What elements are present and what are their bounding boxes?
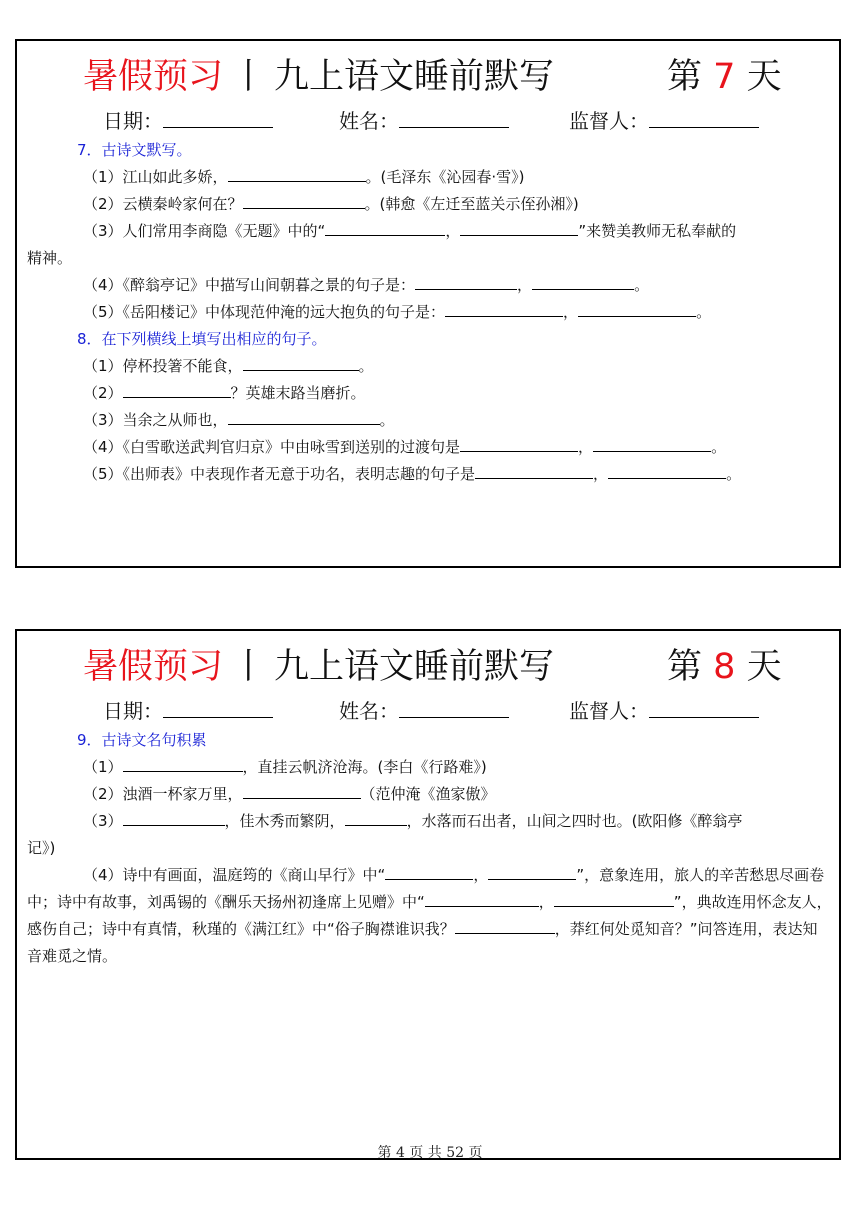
question-item: （1）停杯投箸不能食， 。: [27, 353, 827, 380]
card-title: 暑假预习 丨 九上语文睡前默写: [83, 647, 555, 687]
date-field[interactable]: 日期：: [103, 105, 273, 134]
answer-blank[interactable]: [593, 435, 711, 452]
answer-blank[interactable]: [228, 165, 366, 182]
section-heading: 9．古诗文名句积累: [77, 731, 207, 749]
question-item: （3）当余之从师也， 。: [27, 407, 827, 434]
answer-blank[interactable]: [608, 462, 726, 479]
answer-blank[interactable]: [243, 192, 365, 209]
answer-blank[interactable]: [123, 809, 225, 826]
section-heading: 7．古诗文默写。: [77, 141, 192, 159]
name-field[interactable]: 姓名：: [339, 695, 509, 724]
supervisor-field[interactable]: 监督人：: [569, 105, 759, 134]
answer-blank[interactable]: [455, 917, 555, 934]
question-item: （3） ，佳木秀而繁阴， ，水落而石出者，山间之四时也。(欧阳修《醉翁亭: [27, 808, 827, 835]
answer-blank[interactable]: [325, 219, 445, 236]
question-item: （5）《出师表》中表现作者无意于功名，表明志趣的句子是 ， 。: [27, 461, 827, 488]
card-title: 暑假预习 丨 九上语文睡前默写: [83, 57, 555, 97]
answer-blank[interactable]: [123, 755, 243, 772]
answer-blank[interactable]: [345, 809, 407, 826]
day-label: 第 7 天: [667, 57, 782, 97]
question-item: （4）《醉翁亭记》中描写山间朝暮之景的句子是： ， 。: [27, 272, 827, 299]
answer-blank[interactable]: [475, 462, 593, 479]
worksheet-card-day7: [15, 39, 841, 568]
answer-blank[interactable]: [488, 863, 576, 880]
question-item-continuation: 精神。: [27, 249, 73, 267]
answer-blank[interactable]: [554, 890, 674, 907]
question-body: [27, 137, 827, 488]
answer-blank[interactable]: [243, 354, 359, 371]
answer-blank[interactable]: [243, 782, 361, 799]
question-item: （2） ？英雄末路当磨折。: [27, 380, 827, 407]
answer-blank[interactable]: [460, 219, 578, 236]
name-field[interactable]: 姓名：: [339, 105, 509, 134]
answer-blank[interactable]: [385, 863, 473, 880]
day-label: 第 8 天: [667, 647, 782, 687]
question-item: （4）《白雪歌送武判官归京》中由咏雪到送别的过渡句是 ， 。: [27, 434, 827, 461]
answer-blank[interactable]: [578, 300, 696, 317]
question-item-continuation: 记》): [27, 839, 56, 857]
answer-blank[interactable]: [228, 408, 380, 425]
answer-blank[interactable]: [460, 435, 578, 452]
answer-blank[interactable]: [445, 300, 563, 317]
question-body: [27, 727, 832, 970]
answer-blank[interactable]: [415, 273, 517, 290]
question-item: （4）诗中有画面，温庭筠的《商山早行》中“ ， ”，意象连用，旅人的辛苦愁思尽画卷中；诗中有故事，刘禹锡的《酬乐天扬州初逢席上见赠》中“ ， ”，典故连用怀念友人，感伤自己；诗中有真情，秋瑾的《满江红》中“俗子胸襟谁识我？ ，莽红何处觅知音？”问答连用，表达知音难觅之情。: [27, 862, 832, 970]
supervisor-field[interactable]: 监督人：: [569, 695, 759, 724]
answer-blank[interactable]: [532, 273, 634, 290]
question-item: （1） ，直挂云帆济沧海。(李白《行路难》): [27, 754, 827, 781]
question-item: （3）人们常用李商隐《无题》中的“ ， ”来赞美教师无私奉献的: [27, 218, 827, 245]
question-item: （2）云横秦岭家何在？ 。(韩愈《左迁至蓝关示侄孙湘》): [27, 191, 827, 218]
answer-blank[interactable]: [425, 890, 539, 907]
section-heading: 8．在下列横线上填写出相应的句子。: [77, 330, 327, 348]
question-item: （1）江山如此多娇， 。(毛泽东《沁园春·雪》): [27, 164, 827, 191]
page-footer: 第 4 页 共 52 页: [377, 1145, 483, 1161]
worksheet-card-day8: [15, 629, 841, 1160]
date-field[interactable]: 日期：: [103, 695, 273, 724]
question-item: （2）浊酒一杯家万里， （范仲淹《渔家傲》: [27, 781, 827, 808]
question-item: （5）《岳阳楼记》中体现范仲淹的远大抱负的句子是： ， 。: [27, 299, 827, 326]
answer-blank[interactable]: [123, 381, 231, 398]
